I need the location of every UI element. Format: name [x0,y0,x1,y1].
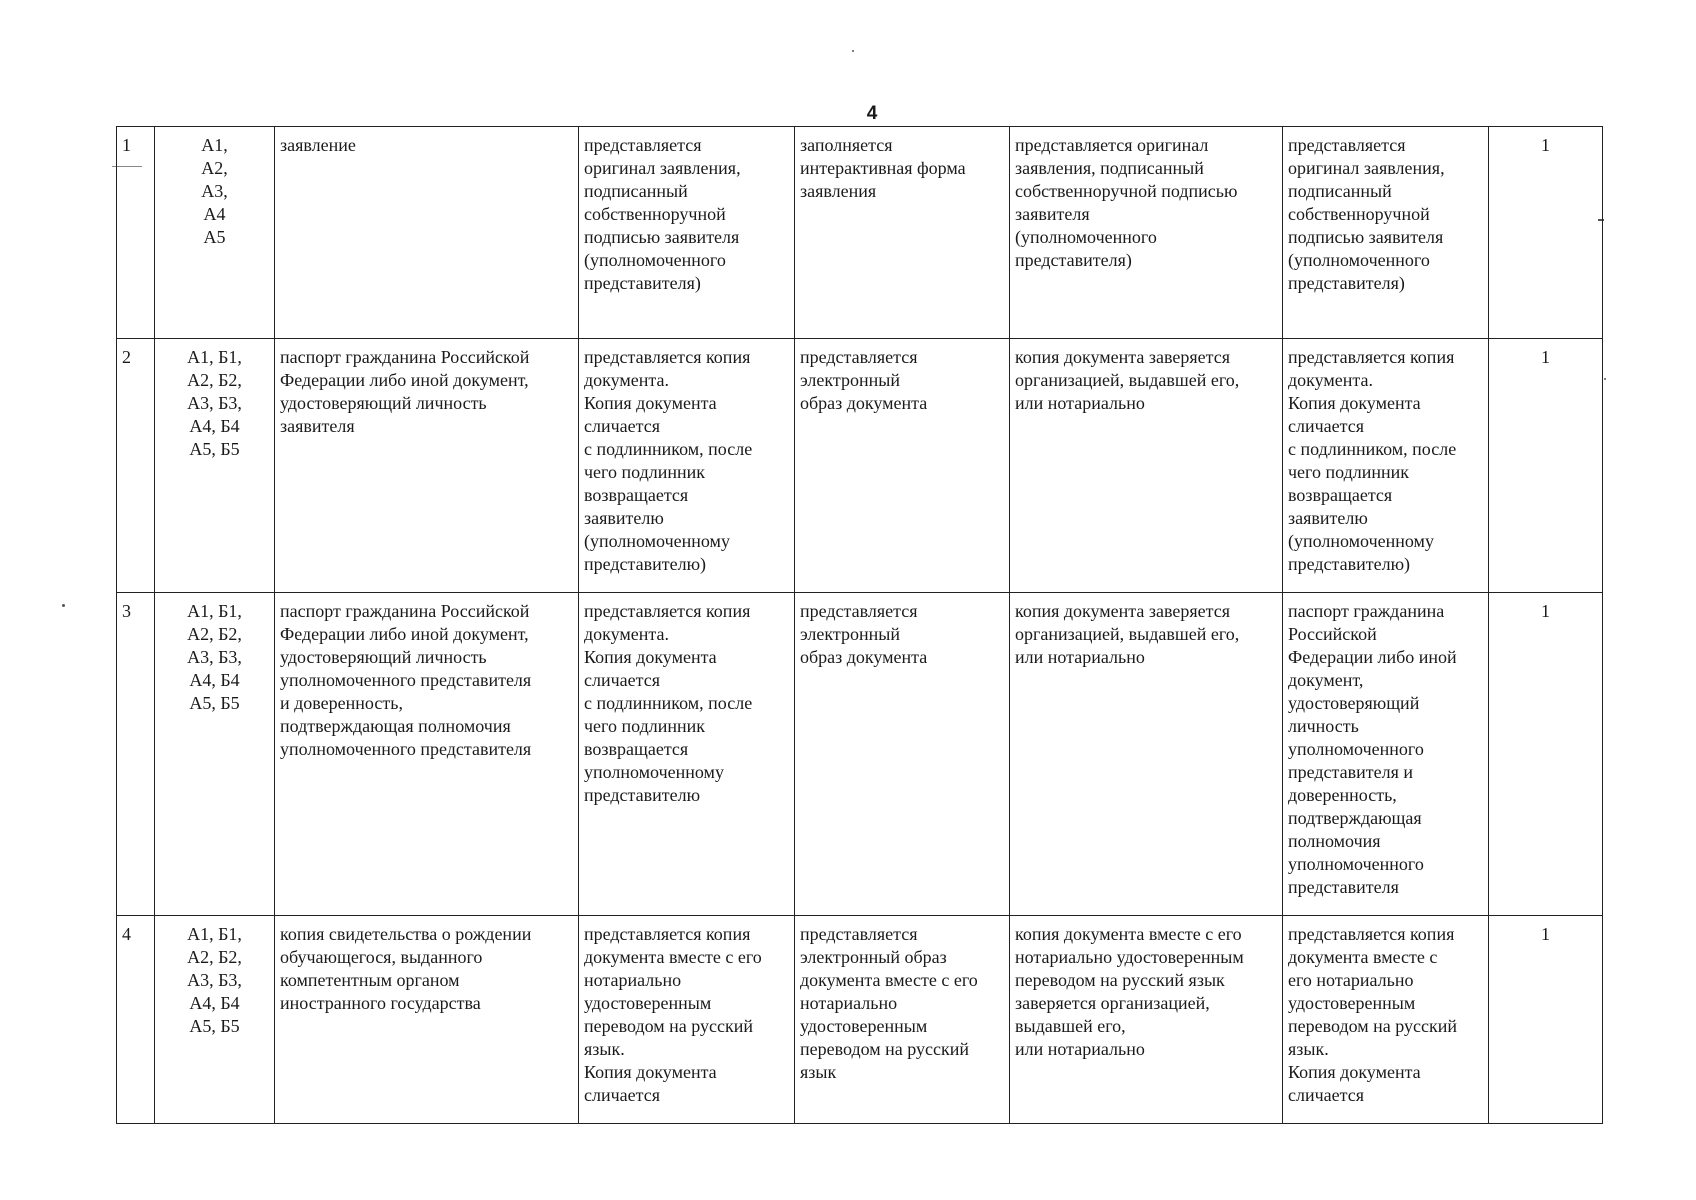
scan-speck [1604,378,1606,380]
submission-in-person: представляется копия документа. Копия документа сличается с подлинником, после чего подлинник возвращается уполномоченному представителю [579,593,795,916]
submission-mfc: паспорт гражданина Российской Федерации либо иной документ, удостоверяющий личность уполномоченного представителя и доверенность, подтверждающая полномочия уполномоченного представителя [1283,593,1489,916]
table-row [117,916,1603,1124]
applicant-codes: А1, Б1, А2, Б2, А3, Б3, А4, Б4 А5, Б5 [155,593,275,916]
submission-mfc: представляется копия документа. Копия документа сличается с подлинником, после чего подлинник возвращается заявителю (уполномоченному представителю) [1283,339,1489,593]
row-number: 4 [117,916,155,1124]
table-row [117,339,1603,593]
document-name: паспорт гражданина Российской Федерации либо иной документ, удостоверяющий личность уполномоченного представителя и доверенность, подтверждающая полномочия уполномоченного представителя [275,593,579,916]
document-quantity: 1 [1489,127,1603,339]
scan-speck [852,50,854,52]
row-number: 3 [117,593,155,916]
document-quantity: 1 [1489,339,1603,593]
document-quantity: 1 [1489,916,1603,1124]
table-row [117,593,1603,916]
submission-electronic: представляется электронный образ документа [795,593,1010,916]
submission-mfc: представляется копия документа вместе с его нотариально удостоверенным переводом на русский язык. Копия документа сличается [1283,916,1489,1124]
documents-table [116,126,1603,1124]
document-name: копия свидетельства о рождении обучающегося, выданного компетентным органом иностранного государства [275,916,579,1124]
submission-by-mail: копия документа вместе с его нотариально удостоверенным переводом на русский язык заверяется организацией, выдавшей его, или нотариально [1010,916,1283,1124]
document-name: паспорт гражданина Российской Федерации либо иной документ, удостоверяющий личность заявителя [275,339,579,593]
applicant-codes: А1, Б1, А2, Б2, А3, Б3, А4, Б4 А5, Б5 [155,339,275,593]
submission-electronic: представляется электронный образ документа [795,339,1010,593]
applicant-codes: А1, А2, А3, А4 А5 [155,127,275,339]
submission-in-person: представляется копия документа. Копия документа сличается с подлинником, после чего подлинник возвращается заявителю (уполномоченному представителю) [579,339,795,593]
page-number: 4 [866,103,878,124]
row-number: 1 [117,127,155,339]
submission-in-person: представляется оригинал заявления, подписанный собственноручной подписью заявителя (уполномоченного представителя) [579,127,795,339]
document-name: заявление [275,127,579,339]
submission-by-mail: представляется оригинал заявления, подписанный собственноручной подписью заявителя (уполномоченного представителя) [1010,127,1283,339]
row-number: 2 [117,339,155,593]
submission-electronic: представляется электронный образ документа вместе с его нотариально удостоверенным переводом на русский язык [795,916,1010,1124]
submission-by-mail: копия документа заверяется организацией, выдавшей его, или нотариально [1010,593,1283,916]
table-row [117,127,1603,339]
scan-speck [62,604,65,607]
submission-mfc: представляется оригинал заявления, подписанный собственноручной подписью заявителя (уполномоченного представителя) [1283,127,1489,339]
submission-by-mail: копия документа заверяется организацией, выдавшей его, или нотариально [1010,339,1283,593]
submission-electronic: заполняется интерактивная форма заявления [795,127,1010,339]
submission-in-person: представляется копия документа вместе с его нотариально удостоверенным переводом на русский язык. Копия документа сличается [579,916,795,1124]
applicant-codes: А1, Б1, А2, Б2, А3, Б3, А4, Б4 А5, Б5 [155,916,275,1124]
document-quantity: 1 [1489,593,1603,916]
